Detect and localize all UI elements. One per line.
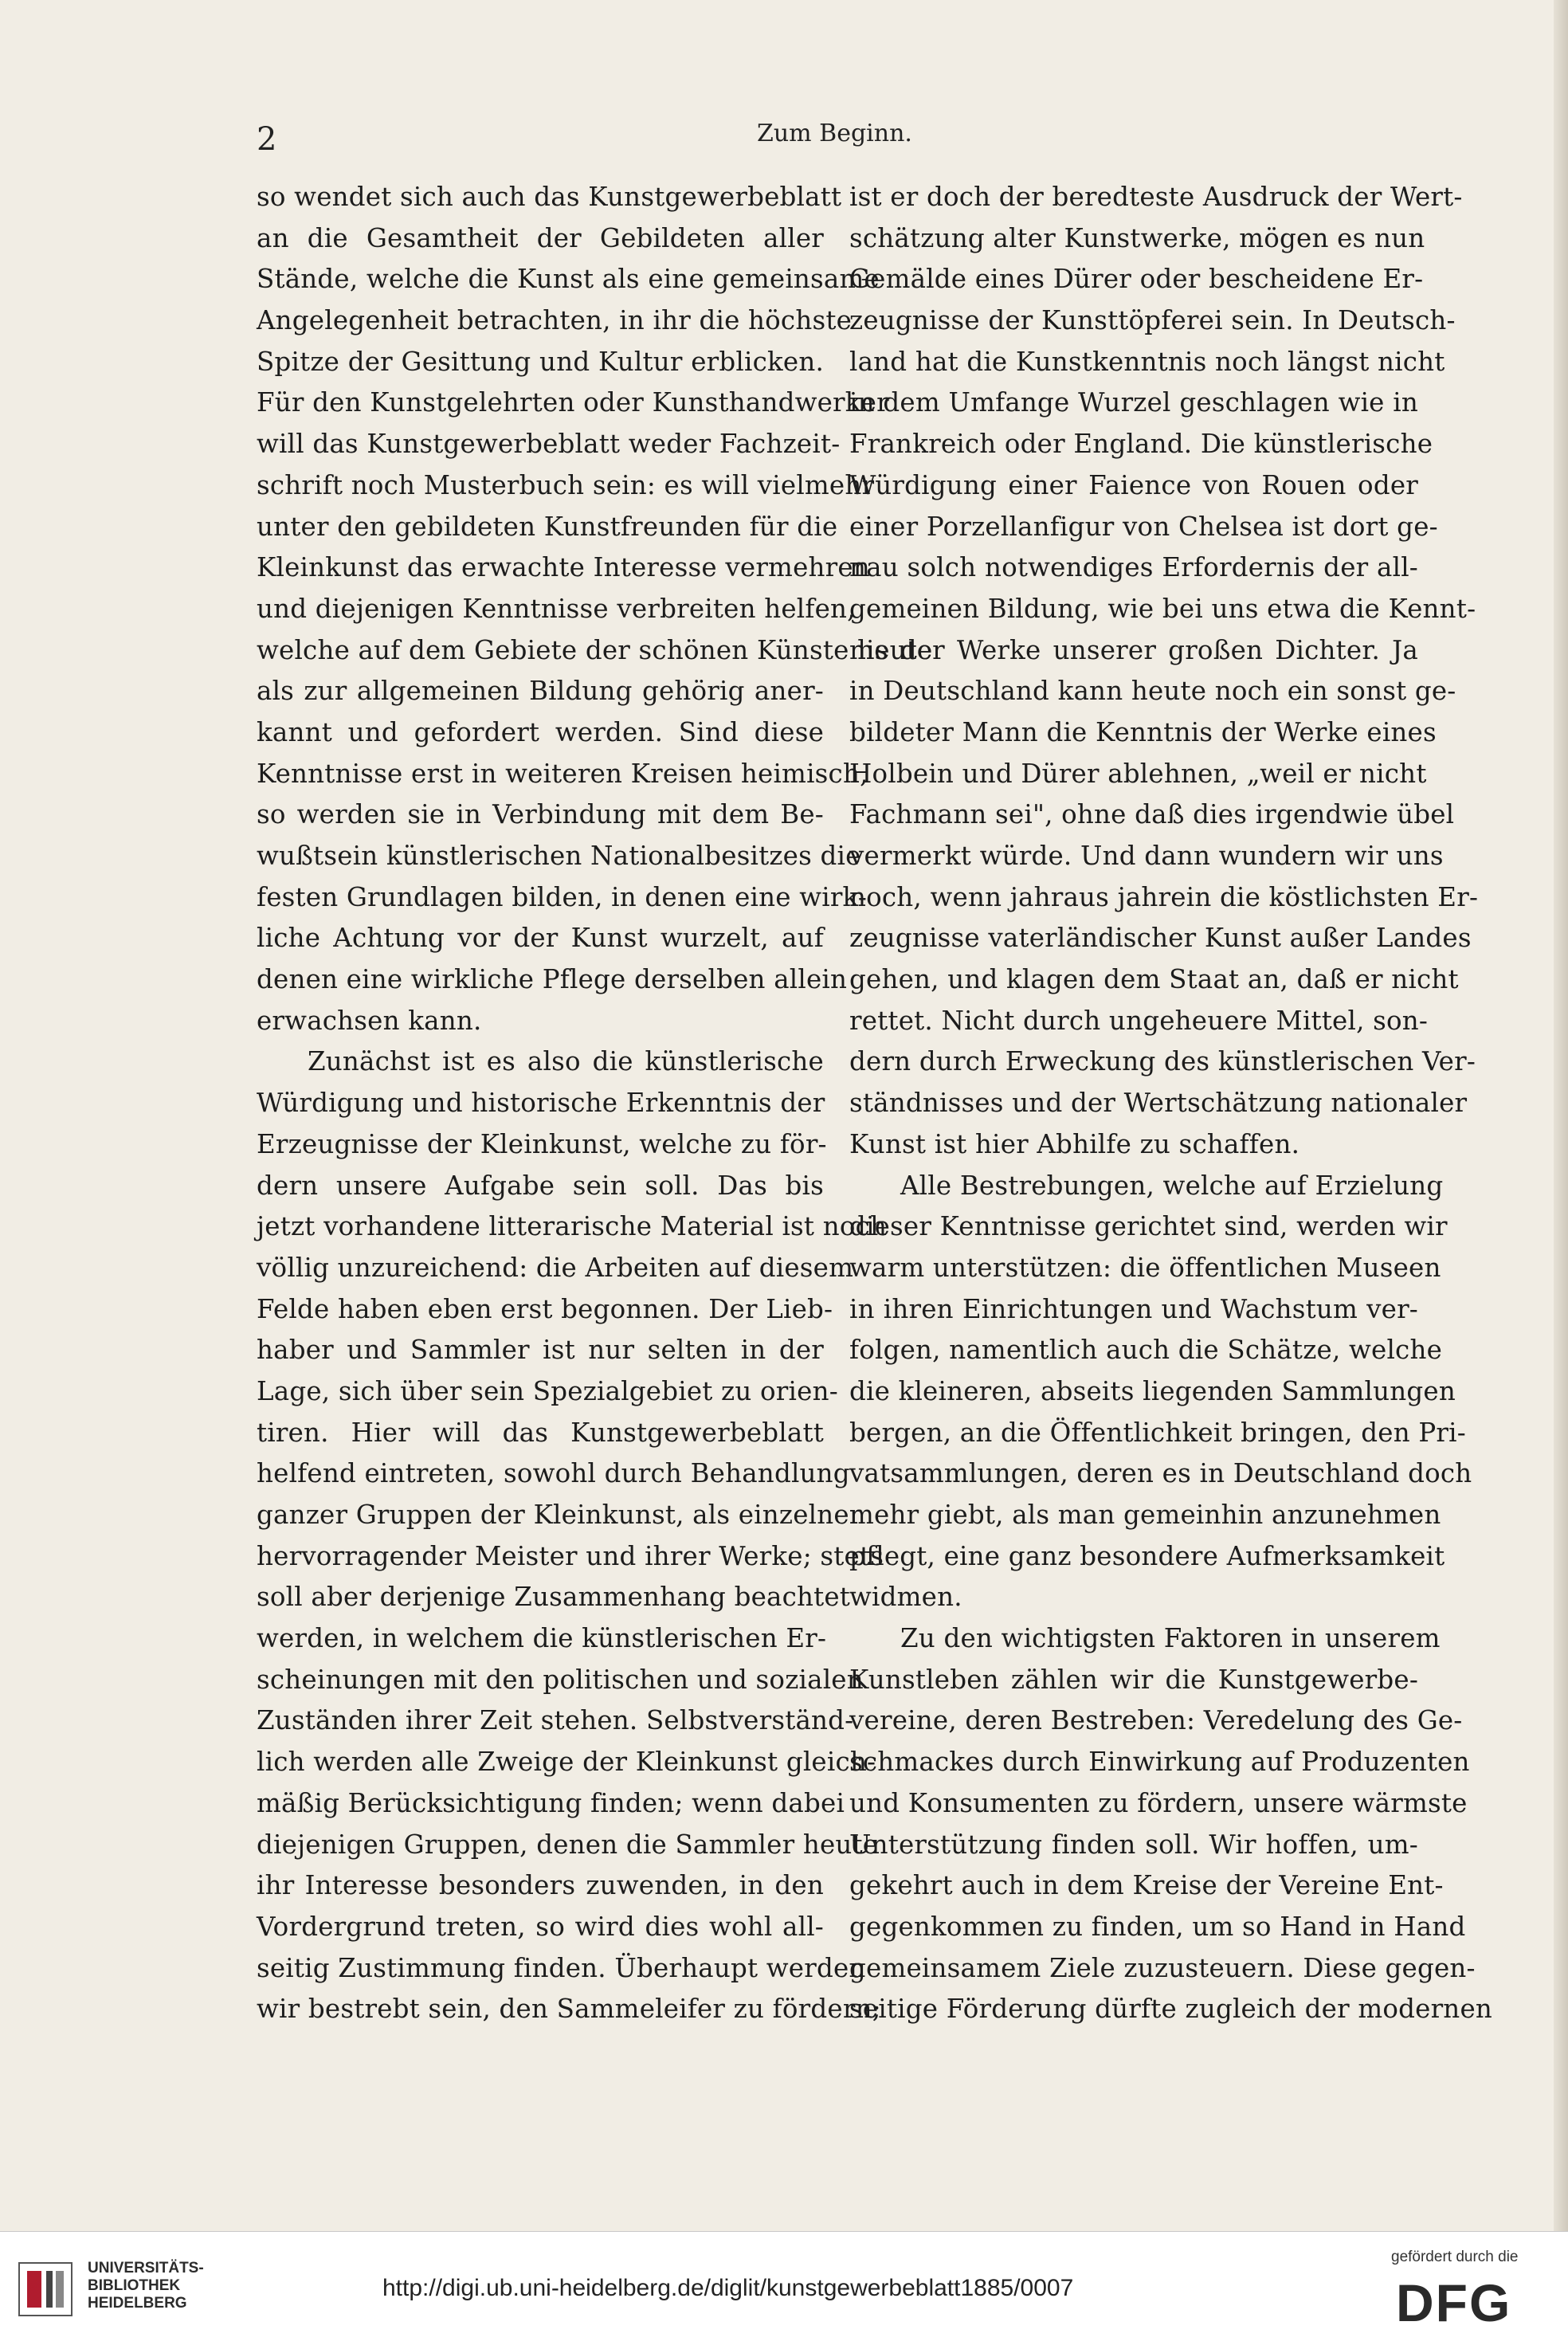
library-name xyxy=(88,2260,204,2312)
right-text-column xyxy=(849,177,1493,2030)
text-line: in Deutschland kann heute noch ein sonst ge- xyxy=(849,676,1456,707)
text-line: widmen. xyxy=(849,1582,962,1613)
text-line: liche Achtung vor der Kunst wurzelt, auf xyxy=(257,923,824,954)
text-line: vermerkt würde. Und dann wundern wir uns xyxy=(849,841,1444,871)
text-line: so wendet sich auch das Kunstgewerbeblatt xyxy=(257,182,842,212)
text-line: einer Porzellanfigur von Chelsea ist dort ge- xyxy=(849,511,1438,542)
text-line: nis der Werke unserer großen Dichter. Ja xyxy=(849,634,1418,665)
text-line: in dem Umfange Wurzel geschlagen wie in xyxy=(849,387,1418,418)
text-line: Gemälde eines Dürer oder bescheidene Er- xyxy=(849,264,1424,295)
text-line: Felde haben eben erst begonnen. Der Lieb- xyxy=(257,1293,833,1324)
text-line: und Konsumenten zu fördern, unsere wärmste xyxy=(849,1787,1468,1818)
text-line: bergen, an die Öffentlichkeit bringen, den Pri- xyxy=(849,1417,1466,1448)
permalink-url[interactable]: http://digi.ub.uni-heidelberg.de/diglit/kunstgewerbeblatt1885/0007 xyxy=(382,2275,1074,2301)
text-line: wußtsein künstlerischen Nationalbesitzes die xyxy=(257,841,861,871)
text-line: gekehrt auch in dem Kreise der Vereine Ent- xyxy=(849,1870,1444,1901)
text-line: Kleinkunst das erwachte Interesse vermehren xyxy=(257,552,870,583)
dfg-logo: DFG xyxy=(1396,2273,1512,2332)
text-line: Zuständen ihrer Zeit stehen. Selbstverständ- xyxy=(257,1705,854,1736)
university-library-logo-icon xyxy=(18,2261,73,2317)
text-line: an die Gesamtheit der Gebildeten aller xyxy=(257,222,824,253)
text-line: bildeter Mann die Kenntnis der Werke eines xyxy=(849,716,1437,747)
text-line: ihr Interesse besonders zuwenden, in den xyxy=(257,1870,824,1901)
text-line: seitig Zustimmung finden. Überhaupt werden xyxy=(257,1952,866,1983)
text-line: schätzung alter Kunstwerke, mögen es nun xyxy=(849,222,1425,253)
text-line: nau solch notwendiges Erfordernis der all- xyxy=(849,552,1418,583)
text-line: dern unsere Aufgabe sein soll. Das bis xyxy=(257,1170,824,1201)
text-line: Alle Bestrebungen, welche auf Erzielung xyxy=(900,1170,1444,1201)
text-line: hervorragender Meister und ihrer Werke; stets xyxy=(257,1540,884,1571)
text-line: Zunächst ist es also die künstlerische xyxy=(308,1046,824,1077)
text-line: ganzer Gruppen der Kleinkunst, als einzelner xyxy=(257,1500,862,1530)
text-line: rettet. Nicht durch ungeheuere Mittel, son- xyxy=(849,1005,1429,1036)
text-line: Unterstützung finden soll. Wir hoffen, um- xyxy=(849,1829,1418,1860)
text-line: gehen, und klagen dem Staat an, daß er nicht xyxy=(849,964,1459,995)
text-line: Frankreich oder England. Die künstlerische xyxy=(849,429,1433,460)
page-number: 2 xyxy=(257,121,277,158)
text-line: helfend eintreten, sowohl durch Behandlung xyxy=(257,1458,850,1489)
text-line: jetzt vorhandene litterarische Material ist noch xyxy=(257,1211,888,1242)
text-line: völlig unzureichend: die Arbeiten auf diesem xyxy=(257,1252,854,1283)
text-line: land hat die Kunstkenntnis noch längst nicht xyxy=(849,346,1445,377)
text-line: seitige Förderung dürfte zugleich der modernen xyxy=(849,1994,1493,2025)
text-line: Vordergrund treten, so wird dies wohl all- xyxy=(257,1911,824,1942)
text-line: schmackes durch Einwirkung auf Produzenten xyxy=(849,1747,1470,1778)
text-line: und diejenigen Kenntnisse verbreiten helfen, xyxy=(257,593,856,624)
text-line: pflegt, eine ganz besondere Aufmerksamkeit xyxy=(849,1540,1445,1571)
text-line: gemeinsamem Ziele zuzusteuern. Diese gegen- xyxy=(849,1952,1476,1983)
text-line: werden, in welchem die künstlerischen Er- xyxy=(257,1623,827,1654)
text-line: haber und Sammler ist nur selten in der xyxy=(257,1335,824,1366)
text-line: Stände, welche die Kunst als eine gemeinsame xyxy=(257,264,880,295)
text-line: wir bestrebt sein, den Sammeleifer zu fördern; xyxy=(257,1994,881,2025)
text-line: will das Kunstgewerbeblatt weder Fachzeit- xyxy=(257,429,841,460)
text-line: dern durch Erweckung des künstlerischen Ver- xyxy=(849,1046,1476,1077)
text-line: folgen, namentlich auch die Schätze, welche xyxy=(849,1335,1443,1366)
text-line: gegenkommen zu finden, um so Hand in Hand xyxy=(849,1911,1466,1942)
text-line: Lage, sich über sein Spezialgebiet zu orien- xyxy=(257,1375,838,1406)
text-line: mehr giebt, als man gemeinhin anzunehmen xyxy=(849,1500,1441,1530)
text-line: zeugnisse der Kunsttöpferei sein. In Deutsch- xyxy=(849,305,1456,336)
text-line: vereine, deren Bestreben: Veredelung des Ge- xyxy=(849,1705,1463,1736)
text-line: Holbein und Dürer ablehnen, „weil er nicht xyxy=(849,758,1427,789)
text-line: die kleineren, abseits liegenden Sammlungen xyxy=(849,1375,1456,1406)
text-line: gemeinen Bildung, wie bei uns etwa die Kennt- xyxy=(849,593,1476,624)
text-line: Spitze der Gesittung und Kultur erblicken. xyxy=(257,346,824,377)
text-line: Erzeugnisse der Kleinkunst, welche zu för- xyxy=(257,1128,827,1159)
text-line: Würdigung und historische Erkenntnis der xyxy=(257,1088,825,1119)
text-line: ist er doch der beredteste Ausdruck der Wert- xyxy=(849,182,1463,212)
library-name-line: UNIVERSITÄTS- xyxy=(88,2260,204,2276)
text-line: vatsammlungen, deren es in Deutschland doch xyxy=(849,1458,1472,1489)
text-line: Kunstleben zählen wir die Kunstgewerbe- xyxy=(849,1664,1418,1695)
text-line: erwachsen kann. xyxy=(257,1005,482,1036)
text-line: tiren. Hier will das Kunstgewerbeblatt xyxy=(257,1417,824,1448)
text-line: festen Grundlagen bilden, in denen eine wirk- xyxy=(257,881,868,912)
running-head: Zum Beginn. xyxy=(757,120,912,147)
text-line: unter den gebildeten Kunstfreunden für die xyxy=(257,511,838,542)
text-line: Angelegenheit betrachten, in ihr die höchste xyxy=(257,305,853,336)
text-line: ständnisses und der Wertschätzung nationaler xyxy=(849,1088,1468,1119)
text-line: Würdigung einer Faience von Rouen oder xyxy=(849,469,1418,500)
library-name-line: BIBLIOTHEK xyxy=(88,2277,181,2294)
text-line: Fachmann sei", ohne daß dies irgendwie übel xyxy=(849,799,1455,830)
text-line: Zu den wichtigsten Faktoren in unserem xyxy=(900,1623,1441,1654)
text-line: lich werden alle Zweige der Kleinkunst gleich- xyxy=(257,1747,876,1778)
text-line: soll aber derjenige Zusammenhang beachtet xyxy=(257,1582,851,1613)
text-line: als zur allgemeinen Bildung gehörig aner- xyxy=(257,676,824,707)
text-line: dieser Kenntnisse gerichtet sind, werden wir xyxy=(849,1211,1448,1242)
text-line: kannt und gefordert werden. Sind diese xyxy=(257,716,824,747)
text-line: warm unterstützen: die öffentlichen Museen xyxy=(849,1252,1441,1283)
funding-label: gefördert durch die xyxy=(1391,2249,1519,2265)
text-line: zeugnisse vaterländischer Kunst außer Landes xyxy=(849,923,1472,954)
text-line: denen eine wirkliche Pflege derselben allein xyxy=(257,964,848,995)
text-line: welche auf dem Gebiete der schönen Künste heute xyxy=(257,634,933,665)
text-line: so werden sie in Verbindung mit dem Be- xyxy=(257,799,824,830)
text-line: schrift noch Musterbuch sein: es will vielmehr xyxy=(257,469,875,500)
library-name-line: HEIDELBERG xyxy=(88,2295,187,2312)
text-line: scheinungen mit den politischen und sozialen xyxy=(257,1664,864,1695)
text-line: Für den Kunstgelehrten oder Kunsthandwerker xyxy=(257,387,889,418)
text-line: Kunst ist hier Abhilfe zu schaffen. xyxy=(849,1128,1300,1159)
text-line: noch, wenn jahraus jahrein die köstlichsten Er- xyxy=(849,881,1479,912)
text-line: in ihren Einrichtungen und Wachstum ver- xyxy=(849,1293,1418,1324)
text-line: diejenigen Gruppen, denen die Sammler heute xyxy=(257,1829,879,1860)
text-line: Kenntnisse erst in weiteren Kreisen heimisch, xyxy=(257,758,868,789)
text-line: mäßig Berücksichtigung finden; wenn dabei xyxy=(257,1787,845,1818)
